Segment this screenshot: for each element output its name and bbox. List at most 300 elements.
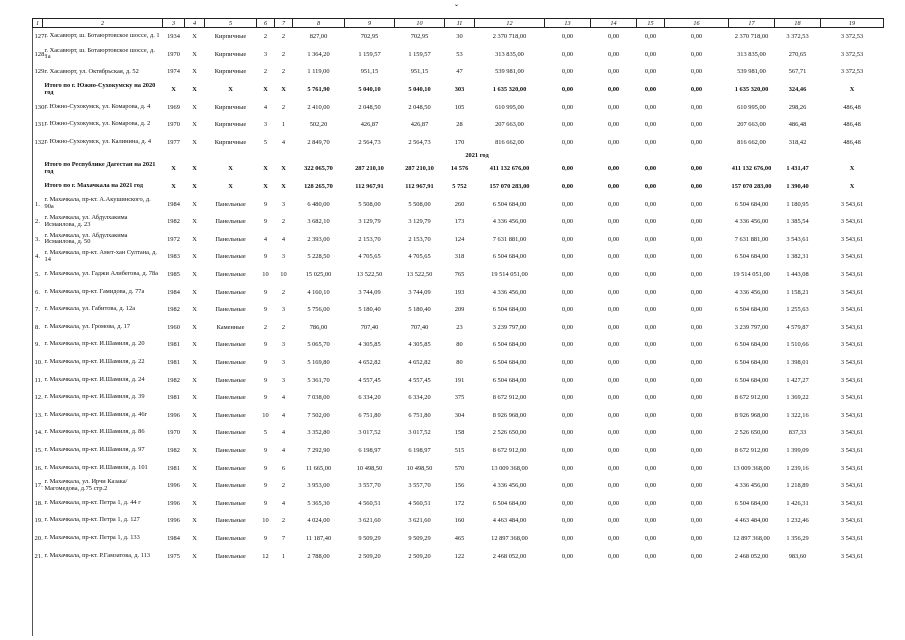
cell-col-7: 2: [281, 288, 286, 296]
cell-col-10: 9 509,29: [408, 534, 431, 542]
cell-col-18: 567,71: [788, 68, 807, 76]
cell-col-10: 6 198,97: [408, 446, 431, 454]
cell-col-6: 4: [263, 235, 268, 243]
cell-col-17: 4 336 456,00: [734, 482, 769, 490]
header-col-18: 18: [775, 19, 821, 28]
row-number: 17.: [34, 482, 43, 490]
row-number: 5.: [35, 271, 40, 279]
cell-col-3: 1984: [167, 288, 180, 296]
address-cell: г. Махачкала, ул. Громова, д. 17: [44, 322, 131, 330]
cell-col-9: 3 621,60: [358, 517, 381, 525]
cell-col-14: 0,00: [607, 446, 620, 454]
cell-col-14: 0,00: [607, 517, 620, 525]
cell-col-19: Х: [849, 165, 855, 173]
cell-col-5: Панельные: [215, 411, 246, 419]
cell-col-6: 9: [263, 394, 268, 402]
cell-col-12: 2 468 052,00: [492, 552, 527, 560]
cell-col-11: 172: [454, 499, 465, 507]
cell-col-16: 0,00: [690, 358, 703, 366]
cell-col-17: 4 463 484,00: [734, 517, 769, 525]
cell-col-13: 0,00: [561, 499, 574, 507]
cell-col-4: Х: [192, 534, 197, 542]
row-number: 12.: [34, 394, 43, 402]
cell-col-19: 3 543,61: [840, 323, 864, 331]
cell-col-17: 19 514 051,00: [733, 271, 770, 279]
cell-col-3: 1972: [167, 235, 180, 243]
cell-col-4: Х: [192, 50, 197, 58]
cell-col-18: 983,60: [788, 552, 807, 560]
row-number: 2.: [35, 218, 40, 226]
cell-col-7: Х: [281, 86, 286, 94]
cell-col-12: 1 635 320,00: [492, 86, 527, 94]
cell-col-17: 8 926 968,00: [734, 411, 769, 419]
row-number: 131.: [34, 121, 47, 129]
cell-col-6: 5: [263, 138, 268, 146]
cell-col-15: 0,00: [644, 358, 657, 366]
cell-col-9: 4 305,85: [358, 341, 381, 349]
row-number: [33, 81, 43, 99]
cell-col-16: 0,00: [690, 482, 703, 490]
cell-col-3: 1983: [167, 253, 180, 261]
cell-col-5: Каменные: [216, 323, 245, 331]
cell-col-11: 303: [454, 86, 465, 94]
address-cell: г. Махачкала, ул. Абдулхакима Исмаилова, д. 50: [44, 231, 128, 246]
cell-col-8: 5 169,80: [307, 358, 330, 366]
cell-col-15: 0,00: [644, 33, 657, 41]
table-row: [33, 336, 884, 354]
cell-col-17: 816 662,00: [737, 138, 766, 146]
cell-col-3: 1970: [167, 50, 180, 58]
table-row: [33, 406, 884, 424]
cell-col-4: Х: [192, 165, 197, 173]
cell-col-7: 2: [281, 50, 286, 58]
table-row: [33, 266, 884, 284]
cell-col-9: 2 153,70: [358, 235, 381, 243]
cell-col-13: 0,00: [561, 200, 574, 208]
cell-col-14: 0,00: [607, 358, 620, 366]
cell-col-7: 1: [281, 121, 286, 129]
row-number: 4.: [35, 253, 40, 261]
cell-col-18: 318,42: [788, 138, 807, 146]
cell-col-10: 2 048,50: [408, 103, 431, 111]
cell-col-8: 5 361,70: [307, 376, 330, 384]
cell-col-10: 4 560,51: [408, 499, 431, 507]
cell-col-13: 0,00: [561, 103, 574, 111]
cell-col-9: 707,40: [360, 323, 379, 331]
cell-col-17: 6 504 684,00: [734, 376, 769, 384]
cell-col-5: Кирпичные: [214, 50, 247, 58]
cell-col-9: 3 744,09: [358, 288, 381, 296]
cell-col-14: 0,00: [607, 218, 620, 226]
cell-col-11: 570: [454, 464, 465, 472]
cell-col-3: 1974: [167, 68, 180, 76]
header-col-17: 17: [729, 19, 775, 28]
cell-col-16: 0,00: [690, 271, 703, 279]
cell-col-3: 1981: [167, 464, 180, 472]
cell-col-5: Панельные: [215, 499, 246, 507]
cell-col-10: 4 652,82: [408, 358, 431, 366]
cell-col-19: 3 543,61: [840, 464, 864, 472]
cell-col-5: Панельные: [215, 341, 246, 349]
table-row: [33, 494, 884, 512]
cell-col-3: 1981: [167, 358, 180, 366]
cell-col-12: 2 526 650,00: [492, 429, 527, 437]
cell-col-19: 3 543,61: [840, 429, 864, 437]
cell-col-7: 3: [281, 253, 286, 261]
cell-col-6: 9: [263, 200, 268, 208]
cell-col-9: 5 180,40: [358, 306, 381, 314]
cell-col-3: 1984: [167, 200, 180, 208]
cell-col-14: 0,00: [607, 429, 620, 437]
cell-col-18: 270,65: [788, 50, 807, 58]
row-number: 6.: [35, 288, 40, 296]
cell-col-17: 8 672 912,00: [734, 446, 769, 454]
cell-col-7: 4: [281, 446, 286, 454]
cell-col-13: 0,00: [561, 341, 574, 349]
cell-col-13: 0,00: [561, 394, 574, 402]
cell-col-12: 816 662,00: [495, 138, 524, 146]
cell-col-18: 1 427,27: [786, 376, 809, 384]
cell-col-8: 1 364,20: [307, 50, 330, 58]
cell-col-13: 0,00: [561, 429, 574, 437]
cell-col-19: 3 543,61: [840, 253, 864, 261]
table-row: [33, 213, 884, 231]
cell-col-10: 10 498,50: [406, 464, 433, 472]
table-row: [33, 98, 884, 116]
row-number: 7.: [35, 306, 40, 314]
cell-col-18: 1 255,63: [786, 306, 809, 314]
header-col-3: 3: [163, 19, 185, 28]
address-cell: г. Махачкала, пр-кт. И.Шамиля, д. 97: [44, 446, 145, 454]
cell-col-10: 5 040,10: [408, 86, 431, 94]
cell-col-4: Х: [192, 411, 197, 419]
cell-col-9: 426,87: [360, 121, 379, 129]
cell-col-10: 1 159,57: [408, 50, 431, 58]
cell-col-16: 0,00: [690, 376, 703, 384]
cell-col-7: 2: [281, 323, 286, 331]
cell-col-19: 3 543,61: [840, 376, 864, 384]
cell-col-11: 122: [454, 552, 465, 560]
cell-col-12: 6 504 684,00: [492, 358, 527, 366]
cell-col-9: 3 017,52: [358, 429, 381, 437]
cell-col-19: 3 543,61: [840, 517, 864, 525]
cell-col-19: 3 543,61: [840, 482, 864, 490]
cell-col-6: 9: [263, 306, 268, 314]
cell-col-8: 5 228,50: [307, 253, 330, 261]
cell-col-11: 375: [454, 394, 465, 402]
cell-col-9: 6 334,20: [358, 394, 381, 402]
cell-col-12: 19 514 051,00: [491, 271, 528, 279]
cell-col-10: 5 508,00: [408, 200, 431, 208]
table-row: [33, 63, 884, 81]
table-row: [33, 530, 884, 548]
cell-col-3: 1985: [167, 271, 180, 279]
address-cell: г. Махачкала, пр-кт. И.Шамиля, д. 46г: [44, 410, 148, 418]
cell-col-4: Х: [192, 446, 197, 454]
cell-col-19: 3 543,61: [840, 271, 864, 279]
header-col-6: 6: [257, 19, 275, 28]
cell-col-13: 0,00: [561, 411, 574, 419]
cell-col-11: 80: [456, 341, 463, 349]
cell-col-11: 209: [454, 306, 465, 314]
column-number-header: [33, 19, 884, 28]
total-row: [33, 178, 884, 196]
cell-col-18: 1 443,08: [786, 271, 809, 279]
row-number: 1.: [35, 200, 40, 208]
cell-col-9: 2 509,20: [358, 552, 381, 560]
cell-col-10: 3 129,79: [408, 218, 431, 226]
address-cell: г. Южно-Сухокумск, ул. Калинина, д. 4: [44, 137, 152, 145]
cell-col-6: 12: [262, 552, 269, 560]
cell-col-18: 1 426,31: [786, 499, 809, 507]
cell-col-11: 318: [454, 253, 465, 261]
cell-col-12: 610 995,00: [495, 103, 524, 111]
cell-col-16: 0,00: [690, 288, 703, 296]
header-col-16: 16: [665, 19, 729, 28]
cell-col-19: 3 543,61: [840, 394, 864, 402]
cell-col-14: 0,00: [607, 534, 620, 542]
cell-col-6: 9: [263, 499, 268, 507]
address-cell: г. Южно-Сухокумск, ул. Комарова, д. 4: [44, 102, 151, 110]
cell-col-18: 3 543,61: [786, 235, 809, 243]
cell-col-13: 0,00: [561, 482, 574, 490]
address-cell: г. Махачкала, пр-кт. Петра 1, д. 133: [44, 534, 140, 542]
cell-col-12: 157 070 283,00: [489, 183, 530, 191]
cell-col-9: 13 522,50: [356, 271, 383, 279]
cell-col-6: 9: [263, 341, 268, 349]
cell-col-8: 827,00: [309, 33, 328, 41]
cell-col-9: 951,15: [360, 68, 379, 76]
cell-col-12: 6 504 684,00: [492, 200, 527, 208]
cell-col-19: 3 543,61: [840, 499, 864, 507]
cell-col-9: 6 751,80: [358, 411, 381, 419]
cell-col-4: Х: [192, 552, 197, 560]
address-cell: г. Махачкала, ул. Габитова, д. 12а: [44, 305, 136, 313]
cell-col-8: 15 025,00: [305, 271, 332, 279]
header-col-9: 9: [345, 19, 395, 28]
header-col-2: 2: [43, 19, 163, 28]
address-cell: г. Махачкала, пр-кт. И.Шамиля, д. 39: [44, 393, 145, 401]
cell-col-9: 2 564,73: [358, 138, 381, 146]
header-col-7: 7: [275, 19, 293, 28]
cell-col-5: Панельные: [215, 464, 246, 472]
cell-col-12: 539 981,00: [495, 68, 524, 76]
cell-col-10: 707,40: [410, 323, 429, 331]
cell-col-18: 1 385,54: [786, 218, 809, 226]
cell-col-14: 0,00: [607, 121, 620, 129]
cell-col-15: 0,00: [644, 429, 657, 437]
cell-col-18: 1 382,31: [786, 253, 809, 261]
cell-col-12: 6 504 684,00: [492, 376, 527, 384]
table-row: [33, 389, 884, 407]
cell-col-8: 2 788,00: [307, 552, 330, 560]
address-cell: г. Махачкала, пр-кт. Гамидова, д. 77а: [44, 287, 145, 295]
cell-col-13: 0,00: [561, 288, 574, 296]
address-cell: г. Махачкала, ул. Гаджи Алибегова, д. 78а: [44, 270, 159, 278]
cell-col-16: 0,00: [690, 138, 703, 146]
cell-col-4: Х: [192, 33, 197, 41]
cell-col-19: 3 543,61: [840, 411, 864, 419]
cell-col-3: 1984: [167, 534, 180, 542]
cell-col-8: 3 352,80: [307, 429, 330, 437]
cell-col-17: 2 370 718,00: [734, 33, 769, 41]
cell-col-14: 0,00: [607, 552, 620, 560]
address-cell: г. Махачкала, пр-кт. Амет-хан Султана, д. 14: [44, 249, 158, 263]
cell-col-17: 4 336 456,00: [734, 288, 769, 296]
cell-col-9: 287 210,10: [355, 165, 384, 173]
cell-col-11: 5 752: [452, 183, 467, 191]
cell-col-15: 0,00: [644, 68, 657, 76]
row-number: 8.: [35, 323, 40, 331]
cell-col-8: 5 761,90: [307, 86, 330, 94]
cell-col-18: 1 232,46: [786, 517, 809, 525]
cell-col-11: 170: [454, 138, 465, 146]
cell-col-10: 702,95: [410, 33, 429, 41]
table-row: [33, 354, 884, 372]
cell-col-4: Х: [192, 464, 197, 472]
address-cell: Итого по г. Южно-Сухокумску на 2020 год: [44, 81, 156, 96]
cell-col-4: Х: [192, 323, 197, 331]
cell-col-11: 105: [454, 103, 465, 111]
cell-col-4: Х: [192, 358, 197, 366]
cell-col-3: 1981: [167, 341, 180, 349]
cell-col-8: 3 953,00: [307, 482, 330, 490]
cell-col-4: Х: [192, 253, 197, 261]
cell-col-15: 0,00: [644, 499, 657, 507]
row-number: 9.: [35, 341, 40, 349]
cell-col-15: 0,00: [644, 165, 657, 173]
cell-col-14: 0,00: [607, 165, 620, 173]
cell-col-4: Х: [192, 200, 197, 208]
cell-col-3: Х: [171, 165, 176, 173]
cell-col-11: 80: [456, 358, 463, 366]
row-number: 16.: [34, 464, 43, 472]
row-number: 13.: [34, 411, 43, 419]
header-col-10: 10: [395, 19, 445, 28]
cell-col-5: Панельные: [215, 218, 246, 226]
cell-col-3: 1960: [167, 323, 180, 331]
cell-col-3: 1934: [167, 33, 180, 41]
cell-col-13: 0,00: [561, 464, 574, 472]
cell-col-15: 0,00: [644, 446, 657, 454]
cell-col-13: 0,00: [561, 534, 574, 542]
cell-col-8: 322 065,70: [304, 165, 333, 173]
cell-col-12: 4 336 456,00: [492, 218, 527, 226]
cell-col-15: 0,00: [644, 517, 657, 525]
cell-col-15: 0,00: [644, 411, 657, 419]
cell-col-14: 0,00: [607, 499, 620, 507]
cell-col-6: 2: [263, 323, 268, 331]
cell-col-6: 9: [263, 534, 268, 542]
address-cell: г. Махачкала, ул. Абдулхакима Исмаилова, д. 23: [44, 213, 128, 228]
cell-col-10: 2 153,70: [408, 235, 431, 243]
address-cell: г. Махачкала, пр-кт. И.Шамиля, д. 22: [44, 358, 145, 366]
cell-col-13: 0,00: [561, 253, 574, 261]
address-cell: г. Махачкала, пр-кт. Р.Гамзатова, д. 113: [44, 551, 151, 559]
cell-col-4: Х: [192, 482, 197, 490]
cell-col-15: 0,00: [644, 552, 657, 560]
cell-col-12: 13 009 368,00: [491, 464, 528, 472]
cell-col-14: 0,00: [607, 464, 620, 472]
cell-col-15: 0,00: [644, 323, 657, 331]
cell-col-18: 1 390,40: [786, 183, 809, 191]
header-col-5: 5: [205, 19, 257, 28]
cell-col-10: 4 305,85: [408, 341, 431, 349]
cell-col-7: 6: [281, 464, 286, 472]
cell-col-16: 0,00: [690, 552, 703, 560]
row-number: 19.: [34, 517, 43, 525]
cell-col-16: 0,00: [690, 411, 703, 419]
cell-col-14: 0,00: [607, 288, 620, 296]
cell-col-12: 12 897 368,00: [491, 534, 528, 542]
cell-col-10: 3 017,52: [408, 429, 431, 437]
cell-col-18: 4 579,87: [786, 323, 809, 331]
cell-col-11: 28: [456, 121, 463, 129]
cell-col-12: 313 835,00: [495, 50, 524, 58]
cell-col-12: 3 239 797,00: [492, 323, 527, 331]
cell-col-4: Х: [192, 103, 197, 111]
cell-col-12: 8 926 968,00: [492, 411, 527, 419]
cell-col-8: 5 365,30: [307, 499, 330, 507]
page-marker: ˇ: [455, 3, 458, 13]
cell-col-19: 486,48: [843, 121, 861, 129]
cell-col-5: Х: [228, 86, 233, 94]
cell-col-9: 10 498,50: [356, 464, 383, 472]
cell-col-18: 1 398,01: [786, 358, 809, 366]
cell-col-5: Х: [228, 165, 233, 173]
table-row: [33, 512, 884, 530]
cell-col-4: Х: [192, 517, 197, 525]
cell-col-7: 3: [281, 306, 286, 314]
cell-col-15: 0,00: [644, 235, 657, 243]
cell-col-12: 6 504 684,00: [492, 341, 527, 349]
address-cell: г. Махачкала, пр-кт. А.Акушинского, д. 90а: [44, 196, 151, 211]
row-number: 18.: [34, 499, 43, 507]
cell-col-18: 486,48: [788, 121, 807, 129]
cell-col-5: Панельные: [215, 517, 246, 525]
cell-col-7: Х: [281, 183, 286, 191]
cell-col-8: 786,00: [309, 323, 328, 331]
cell-col-5: Панельные: [215, 446, 246, 454]
cell-col-15: 0,00: [644, 288, 657, 296]
cell-col-7: 4: [281, 429, 286, 437]
cell-col-9: 4 557,45: [358, 376, 381, 384]
header-col-1: 1: [33, 19, 43, 28]
cell-col-6: 9: [263, 482, 268, 490]
cell-col-18: 324,46: [788, 86, 807, 94]
row-number: 20.: [34, 534, 43, 542]
cell-col-4: Х: [192, 499, 197, 507]
cell-col-13: 0,00: [561, 376, 574, 384]
cell-col-4: Х: [192, 341, 197, 349]
cell-col-16: 0,00: [690, 429, 703, 437]
cell-col-10: 4 705,65: [408, 253, 431, 261]
cell-col-10: 6 334,20: [408, 394, 431, 402]
cell-col-12: 6 504 684,00: [492, 499, 527, 507]
cell-col-16: 0,00: [690, 499, 703, 507]
cell-col-4: Х: [192, 235, 197, 243]
cell-col-18: 3 372,53: [786, 33, 809, 41]
cell-col-3: 1996: [167, 499, 180, 507]
cell-col-5: Панельные: [215, 306, 246, 314]
cell-col-19: 486,48: [843, 138, 861, 146]
cell-col-13: 0,00: [561, 33, 574, 41]
cell-col-11: 160: [454, 517, 465, 525]
cell-col-3: 1981: [167, 394, 180, 402]
cell-col-16: 0,00: [690, 464, 703, 472]
cell-col-19: 3 543,61: [840, 306, 864, 314]
cell-col-18: 1 218,89: [786, 482, 809, 490]
